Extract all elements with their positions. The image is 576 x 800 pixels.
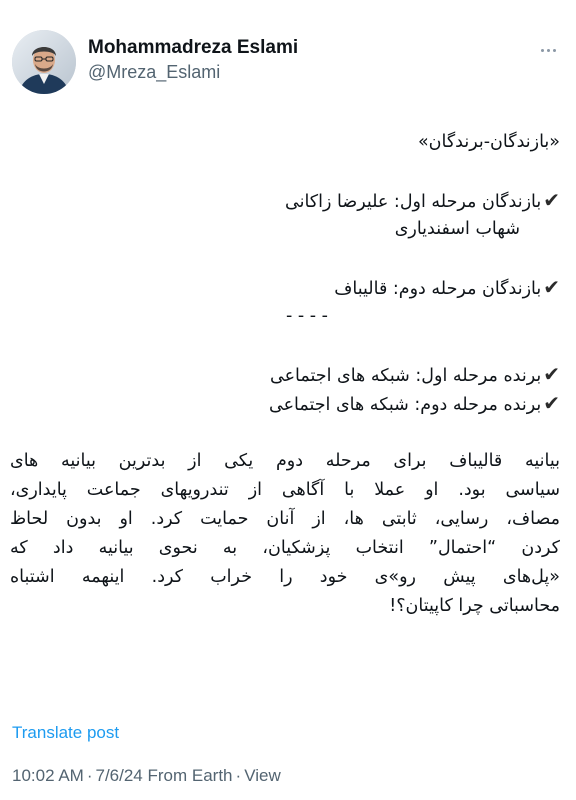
loser-round2-dashes: - - - -	[286, 306, 328, 326]
post-time[interactable]: 10:02 AM	[12, 766, 84, 785]
tweet-text	[10, 128, 560, 621]
more-options-button[interactable]	[534, 38, 562, 62]
meta-separator: ·	[235, 766, 242, 785]
post-source: From Earth	[147, 766, 233, 785]
author-names	[88, 36, 298, 84]
paragraph-line: مصاف، رسایی، ثابتی ها، از آنان حمایت کرد. او بدون لحاظ	[10, 509, 560, 529]
post-date[interactable]: 7/6/24	[95, 766, 143, 785]
paragraph-line: کردن “احتمال” انتخاب پزشکیان، به نحوی بیانیه داد که	[10, 538, 560, 558]
paragraph-line: «پل‌های پیش رو»ی خود را خراب کرد. اینهمه اشتباه	[10, 567, 560, 587]
author-display-name[interactable]: Mohammadreza Eslami	[88, 37, 299, 58]
winner-round1-line	[10, 360, 560, 389]
views-label[interactable]: View	[244, 766, 281, 785]
check-mark-icon: ✔	[543, 275, 560, 299]
loser-round1-name2: شهاب اسفندیاری	[394, 219, 520, 239]
check-mark-icon: ✔	[543, 188, 560, 212]
tweet-header	[12, 28, 564, 98]
paragraph-line: محاسباتی چرا کاپیتان؟!	[389, 596, 560, 616]
loser-round2-label: بازندگان مرحله دوم: قالیباف	[334, 279, 542, 299]
loser-round1-label: بازندگان مرحله اول: علیرضا زاکانی	[285, 192, 542, 212]
check-mark-icon: ✔	[543, 391, 560, 415]
post-title: «بازندگان-برندگان»	[417, 132, 560, 152]
avatar[interactable]	[12, 30, 76, 94]
check-mark-icon: ✔	[543, 362, 560, 386]
post-metadata	[12, 766, 281, 786]
winner-round1-label: برنده مرحله اول: شبکه های اجتماعی	[270, 366, 542, 386]
translate-post-link[interactable]: Translate post	[12, 723, 120, 742]
meta-separator: ·	[86, 766, 93, 785]
winner-round2-label: برنده مرحله دوم: شبکه های اجتماعی	[268, 395, 542, 415]
loser-round1-line	[10, 186, 560, 215]
avatar-photo	[12, 30, 76, 94]
paragraph-line: بیانیه قالیباف برای مرحله دوم یکی از بدترین بیانیه های	[10, 451, 560, 471]
loser-round2-line	[10, 273, 560, 302]
winner-round2-line	[10, 389, 560, 418]
author-handle[interactable]: @Mreza_Eslami	[88, 62, 221, 82]
paragraph-line: سیاسی بود. او عملا با آگاهی از تندرویهای جماعت پایداری،	[10, 480, 560, 500]
more-horizontal-icon	[541, 49, 556, 52]
